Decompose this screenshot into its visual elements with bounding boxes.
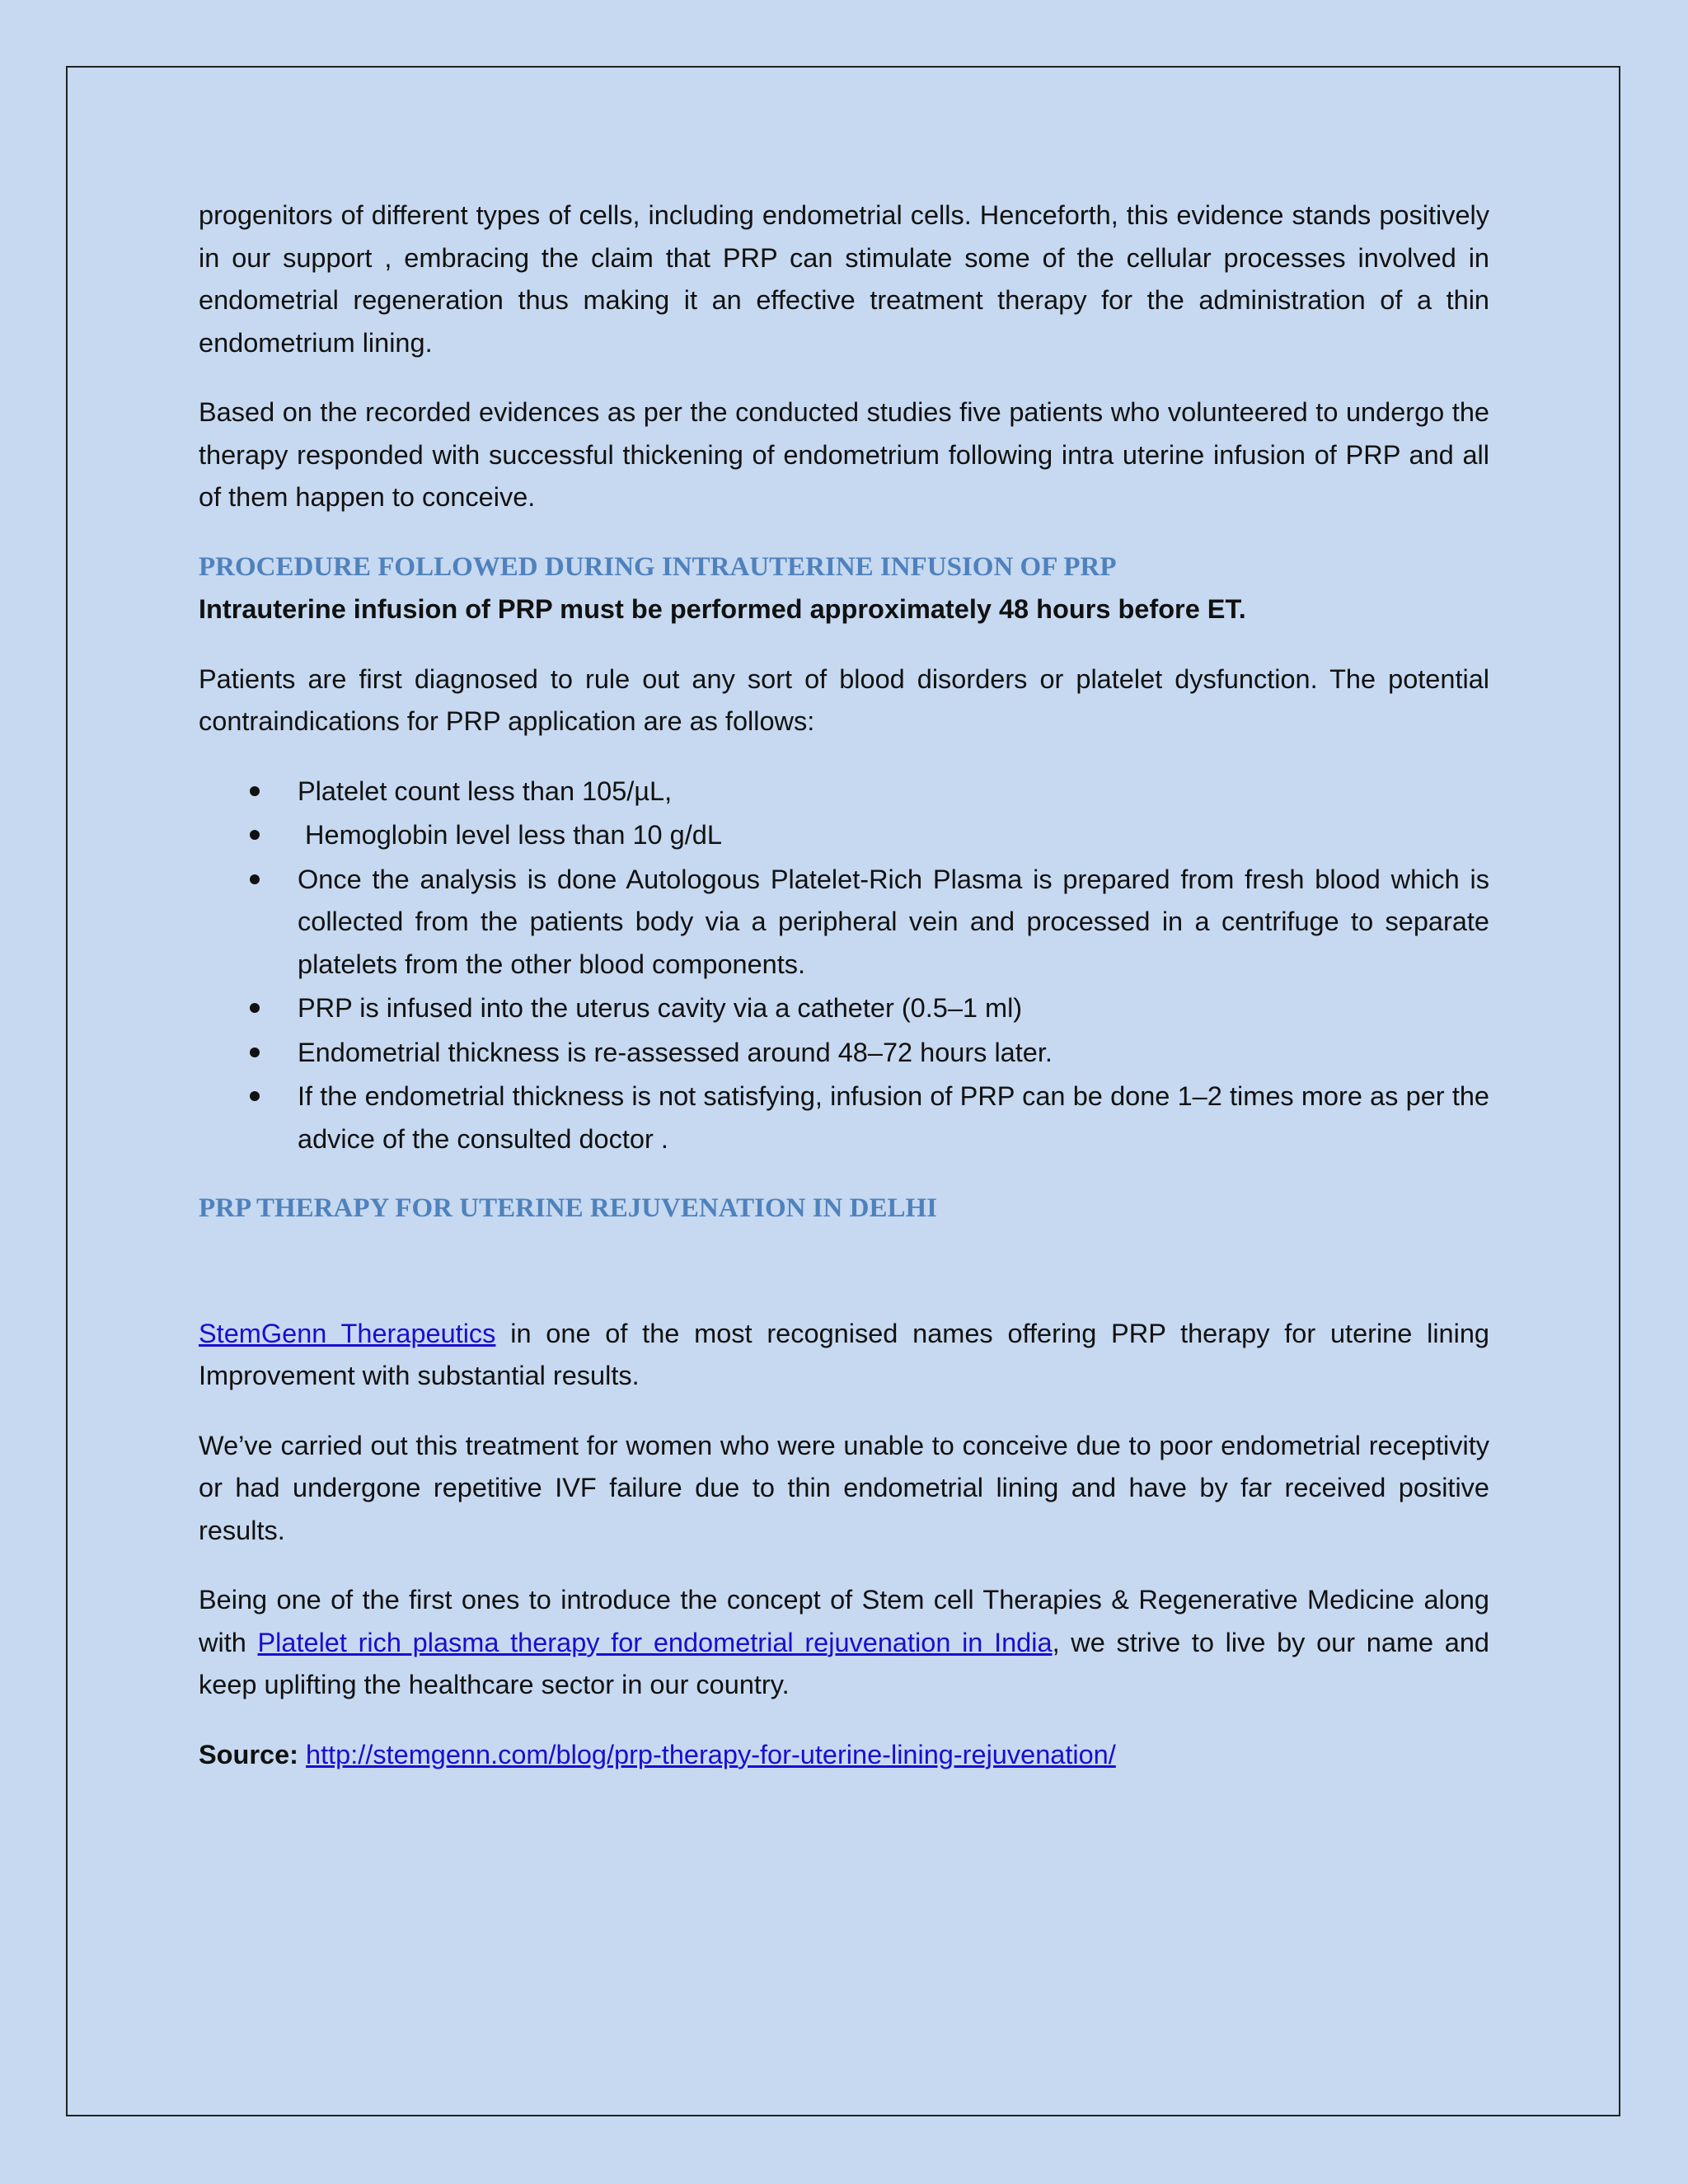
paragraph-first-ones-text: Being one of the first ones to introduce the concept of Stem cell Therapies & Regenerative Medicine along with <box>199 1585 1489 1657</box>
paragraph-stemgenn <box>199 1313 1489 1398</box>
list-item <box>199 771 1489 813</box>
list-item <box>199 1032 1489 1075</box>
source-url-link[interactable]: http://stemgenn.com/blog/prp-therapy-for-uterine-lining-rejuvenation/ <box>306 1739 1116 1769</box>
paragraph-stemgenn-text: in one of the most recognised names offering PRP therapy for uterine lining Improvement with substantial results. <box>199 1318 1489 1390</box>
section-heading-delhi: PRP THERAPY FOR UTERINE REJUVENATION IN DELHI <box>199 1193 937 1223</box>
list-item <box>199 1076 1489 1160</box>
list-item-text: Hemoglobin level less than 10 g/dL <box>298 820 722 850</box>
paragraph-first-ones-text-end: , we strive to live by our name and keep uplifting the healthcare sector in our country. <box>199 1627 1490 1699</box>
paragraph-first-ones <box>199 1579 1489 1707</box>
bullet-icon <box>250 1091 260 1101</box>
section-heading-procedure: PROCEDURE FOLLOWED DURING INTRAUTERINE INFUSION OF PRP <box>199 551 1117 582</box>
paragraph-treatment-results: We’ve carried out this treatment for women who were unable to conceive due to poor endometrial receptivity or had undergone repetitive IVF failure due to thin endometrial lining and have by far received positive results. <box>199 1430 1489 1545</box>
list-item-text: PRP is infused into the uterus cavity via a catheter (0.5–1 ml) <box>298 993 1023 1023</box>
bullet-icon <box>250 1003 260 1013</box>
spacer <box>199 1230 1489 1313</box>
stemgenn-link[interactable]: StemGenn Therapeutics <box>199 1318 496 1348</box>
prp-india-link[interactable]: Platelet rich plasma therapy for endometrial rejuvenation in India <box>257 1627 1053 1657</box>
list-item <box>199 859 1489 987</box>
source-label: Source: <box>199 1739 299 1769</box>
list-item <box>199 987 1489 1030</box>
bullet-icon <box>250 874 260 884</box>
list-item-text: Platelet count less than 105/µL, <box>298 776 673 806</box>
contraindications-list <box>199 771 1489 1161</box>
paragraph-evidence: Based on the recorded evidences as per the conducted studies five patients who volunteered to undergo the therapy responded with successful thickening of endometrium following intra uterine infusion of PRP and all of them happen to conceive. <box>199 397 1489 512</box>
list-item-text: Once the analysis is done Autologous Platelet-Rich Plasma is prepared from fresh blood which is collected from the patients body via a peripheral vein and processed in a centrifuge to separate platelets from the other blood components. <box>298 864 1489 979</box>
source-line <box>199 1734 1489 1777</box>
list-item <box>199 814 1489 857</box>
list-item-text: Endometrial thickness is re-assessed around 48–72 hours later. <box>298 1037 1053 1067</box>
procedure-subheading: Intrauterine infusion of PRP must be performed approximately 48 hours before ET. <box>199 594 1246 624</box>
bullet-icon <box>250 830 260 840</box>
paragraph-progenitors: progenitors of different types of cells, including endometrial cells. Henceforth, this evidence stands positively in our support , embracing the claim that PRP can stimulate some of the cellular processes involved in endometrial regeneration thus making it an effective treatment therapy for the administration of a thin endometrium lining. <box>199 200 1489 358</box>
bullet-icon <box>250 786 260 796</box>
paragraph-contraindications-intro: Patients are first diagnosed to rule out any sort of blood disorders or platelet dysfunction. The potential contraindications for PRP application are as follows: <box>199 663 1489 736</box>
list-item-text: If the endometrial thickness is not satisfying, infusion of PRP can be done 1–2 times more as per the advice of the consulted doctor . <box>298 1081 1489 1154</box>
document-body <box>199 194 1489 1803</box>
bullet-icon <box>250 1047 260 1057</box>
